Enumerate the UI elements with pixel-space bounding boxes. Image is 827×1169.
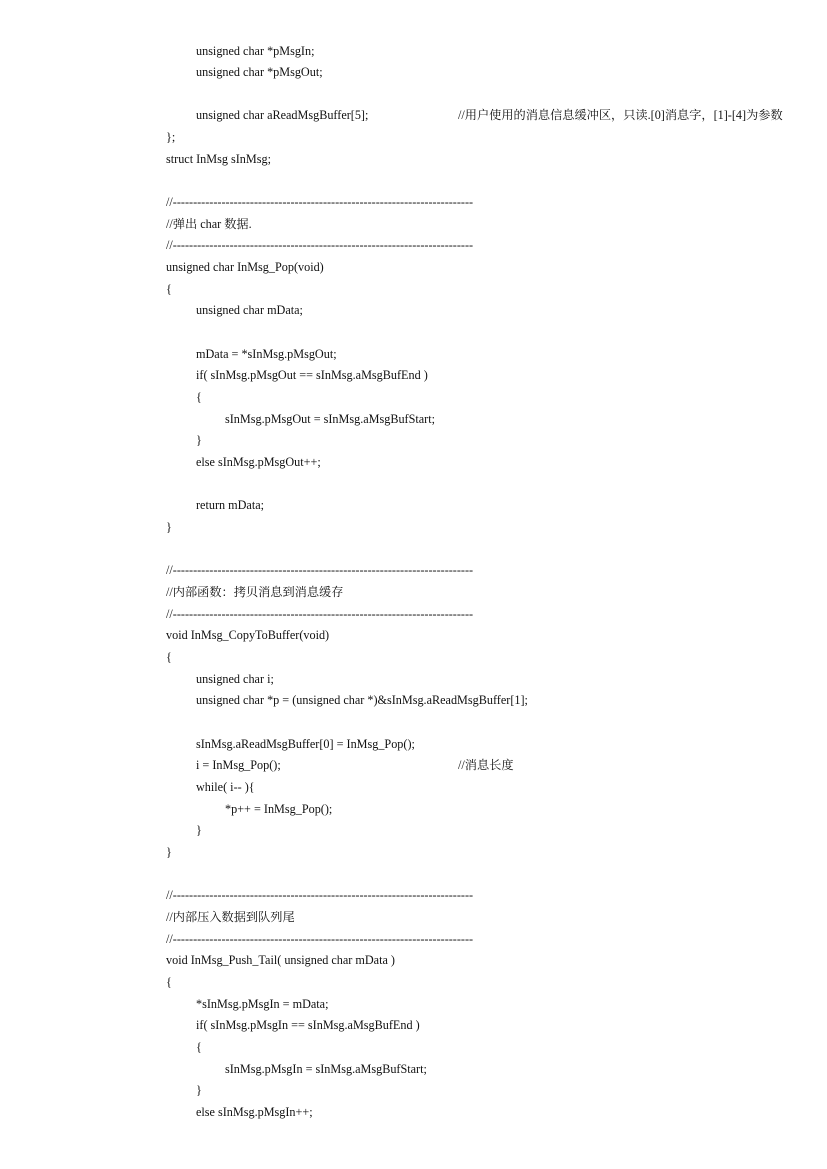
code-line: { [196,1040,202,1054]
function-signature: unsigned char InMsg_Pop(void) [166,260,324,274]
code-comment: //弹出 char 数据. [166,217,252,231]
code-line: if( sInMsg.pMsgOut == sInMsg.aMsgBufEnd ) [196,368,428,382]
code-line: sInMsg.aReadMsgBuffer[0] = InMsg_Pop(); [196,737,415,751]
code-line: { [196,390,202,404]
code-comment: //内部压入数据到队列尾 [166,910,295,924]
code-line: { [166,282,172,296]
code-line: } [166,520,172,534]
code-line: } [166,845,172,859]
code-line: else sInMsg.pMsgIn++; [196,1105,313,1119]
code-line: } [196,823,202,837]
code-line: sInMsg.pMsgIn = sInMsg.aMsgBufStart; [225,1062,427,1076]
code-line: sInMsg.pMsgOut = sInMsg.aMsgBufStart; [225,412,436,426]
code-line: return mData; [196,498,265,512]
code-line: mData = *sInMsg.pMsgOut; [196,347,337,361]
code-line: { [166,650,172,664]
separator-comment: //-------------------------------------------------------------------------- [166,607,474,621]
code-comment: //内部函数：拷贝消息到消息缓存 [166,585,344,599]
function-signature: void InMsg_Push_Tail( unsigned char mData ) [166,953,395,967]
code-line: while( i-- ){ [196,780,255,794]
separator-comment: //-------------------------------------------------------------------------- [166,563,474,577]
code-line: unsigned char *pMsgIn; [196,44,315,58]
code-comment: //消息长度 [458,758,514,772]
code-line: unsigned char aReadMsgBuffer[5]; [196,108,369,122]
separator-comment: //-------------------------------------------------------------------------- [166,932,474,946]
code-line: else sInMsg.pMsgOut++; [196,455,321,469]
code-line: } [196,1083,202,1097]
separator-comment: //-------------------------------------------------------------------------- [166,888,474,902]
code-line: { [166,975,172,989]
separator-comment: //-------------------------------------------------------------------------- [166,238,474,252]
code-comment: //用户使用的消息信息缓冲区，只读.[0]消息字，[1]-[4]为参数 [458,108,783,122]
code-line: unsigned char *pMsgOut; [196,65,323,79]
separator-comment: //-------------------------------------------------------------------------- [166,195,474,209]
code-line: unsigned char i; [196,672,274,686]
code-line: if( sInMsg.pMsgIn == sInMsg.aMsgBufEnd ) [196,1018,420,1032]
code-line: } [196,433,202,447]
function-signature: void InMsg_CopyToBuffer(void) [166,628,330,642]
code-line: unsigned char *p = (unsigned char *)&sInMsg.aReadMsgBuffer[1]; [196,693,528,707]
code-line: struct InMsg sInMsg; [166,152,271,166]
code-line: }; [166,130,176,144]
code-line: unsigned char mData; [196,303,303,317]
code-line: i = InMsg_Pop(); [196,758,281,772]
code-line: *p++ = InMsg_Pop(); [225,802,333,816]
code-line: *sInMsg.pMsgIn = mData; [196,997,329,1011]
